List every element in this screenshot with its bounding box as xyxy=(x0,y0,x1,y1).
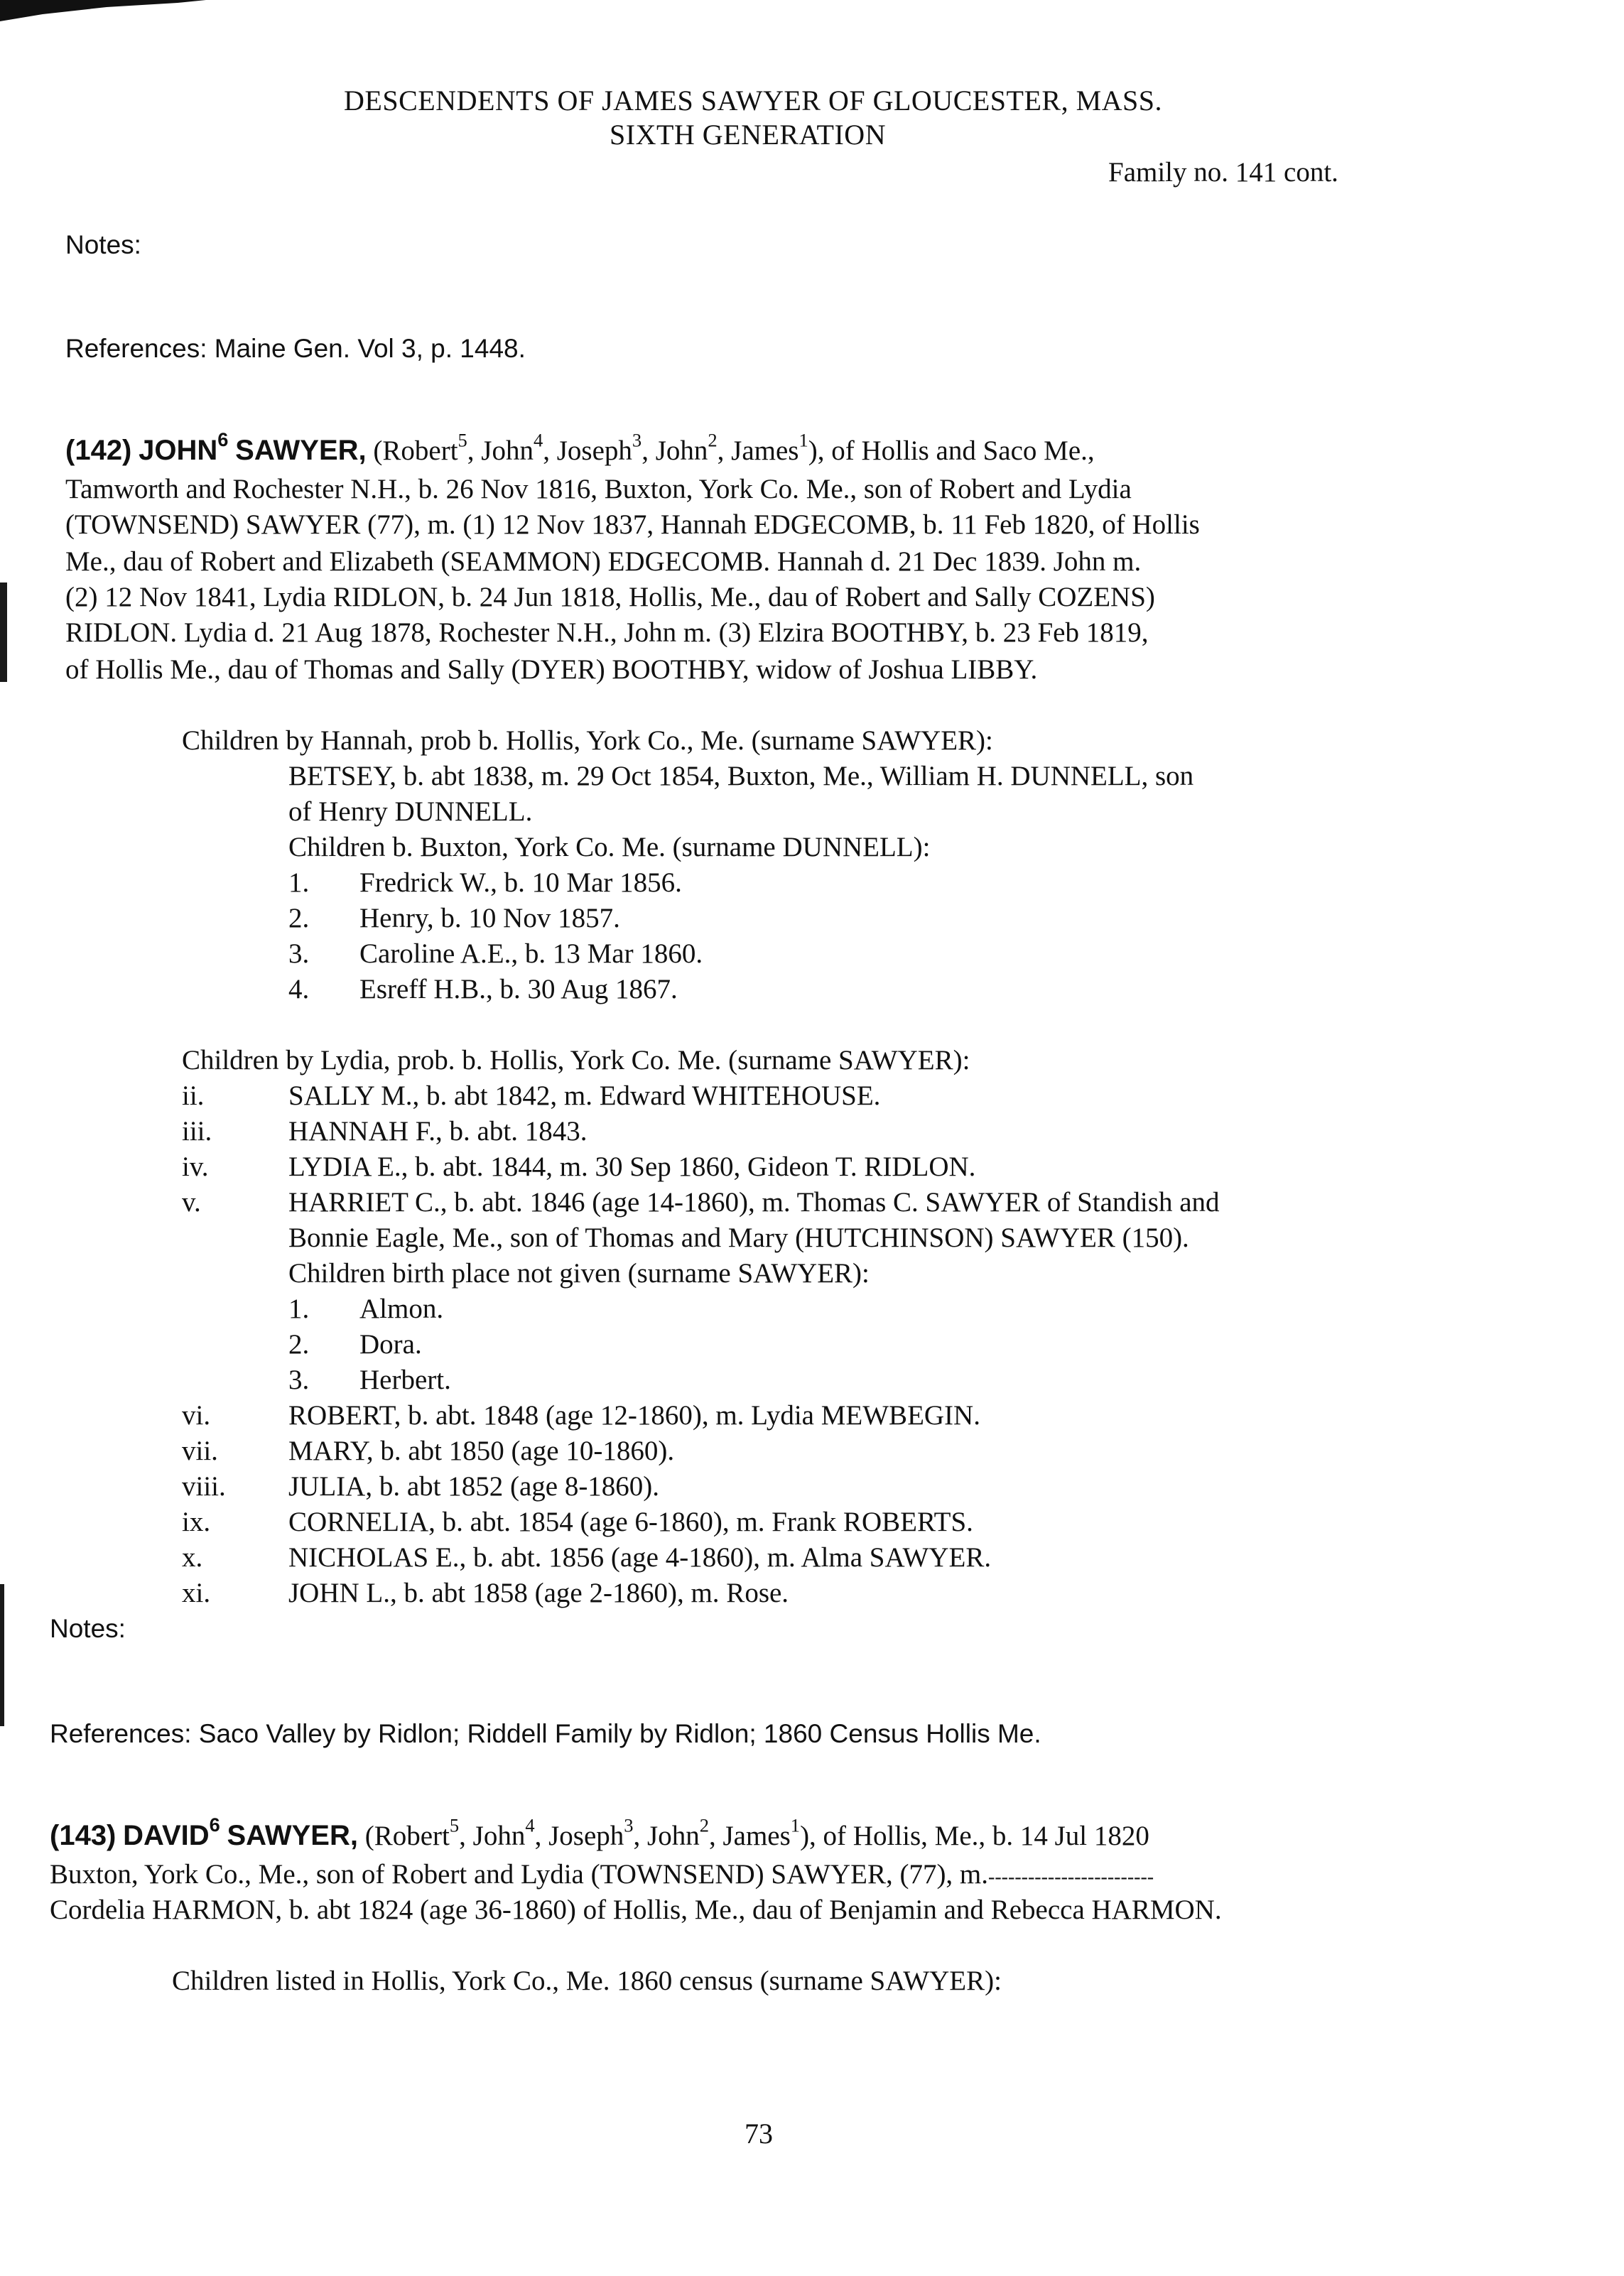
document-title: DESCENDENTS OF JAMES SAWYER OF GLOUCESTER, MASS. xyxy=(344,85,1163,116)
child-text-cont: Bonnie Eagle, Me., son of Thomas and Mary (HUTCHINSON) SAWYER (150). xyxy=(288,1223,1189,1253)
child-num: ii. xyxy=(182,1080,205,1111)
entry-143-line: Buxton, York Co., Me., son of Robert and Lydia (TOWNSEND) SAWYER, (77), m.------------------------- xyxy=(50,1859,1154,1890)
children-heading: Children listed in Hollis, York Co., Me. 1860 census (surname SAWYER): xyxy=(172,1966,1002,1996)
grandchildren-heading: Children b. Buxton, York Co. Me. (surname DUNNELL): xyxy=(288,832,931,862)
entry-142-line: Me., dau of Robert and Elizabeth (SEAMMON) EDGECOMB. Hannah d. 21 Dec 1839. John m. xyxy=(65,546,1142,577)
scan-artifact-edge xyxy=(0,582,7,682)
grandchild-row: 1. Fredrick W., b. 10 Mar 1856. xyxy=(288,867,682,898)
child-num: viii. xyxy=(182,1471,226,1502)
child-num: x. xyxy=(182,1542,203,1573)
child-num: vii. xyxy=(182,1436,218,1466)
page-number: 73 xyxy=(745,2118,773,2150)
grandchild-row: 3. Caroline A.E., b. 13 Mar 1860. xyxy=(288,938,703,969)
child-num: v. xyxy=(182,1187,201,1218)
child-num: iii. xyxy=(182,1116,212,1147)
grandchild-row: 2. Dora. xyxy=(288,1329,422,1360)
entry-number: (142) xyxy=(65,435,132,466)
notes-label: Notes: xyxy=(65,230,141,259)
child-text: NICHOLAS E., b. abt. 1856 (age 4-1860), m. Alma SAWYER. xyxy=(288,1542,992,1573)
child-text: ROBERT, b. abt. 1848 (age 12-1860), m. Lydia MEWBEGIN. xyxy=(288,1400,980,1431)
child-text: SALLY M., b. abt 1842, m. Edward WHITEHOUSE. xyxy=(288,1080,881,1111)
entry-142-line-1 xyxy=(65,428,1095,467)
scan-artifact-edge xyxy=(0,1584,4,1726)
child-text: LYDIA E., b. abt. 1844, m. 30 Sep 1860, Gideon T. RIDLON. xyxy=(288,1151,976,1182)
entry-surname: SAWYER, xyxy=(227,1820,358,1851)
grandchild-row: 2. Henry, b. 10 Nov 1857. xyxy=(288,903,620,933)
generation-heading: SIXTH GENERATION xyxy=(610,119,887,151)
child-betsey-cont: of Henry DUNNELL. xyxy=(288,796,533,827)
child-num: xi. xyxy=(182,1578,211,1608)
family-reference: Family no. 141 cont. xyxy=(1108,157,1338,188)
child-text: HANNAH F., b. abt. 1843. xyxy=(288,1116,588,1147)
notes-label: Notes: xyxy=(50,1614,126,1643)
entry-name: DAVID$^6$ xyxy=(123,1813,220,1851)
references-line: References: Maine Gen. Vol 3, p. 1448. xyxy=(65,334,526,363)
entry-142-line: Tamworth and Rochester N.H., b. 26 Nov 1816, Buxton, York Co. Me., son of Robert and Lydia xyxy=(65,474,1132,504)
entry-142-line: (TOWNSEND) SAWYER (77), m. (1) 12 Nov 1837, Hannah EDGECOMB, b. 11 Feb 1820, of Hollis xyxy=(65,509,1200,540)
child-betsey: BETSEY, b. abt 1838, m. 29 Oct 1854, Buxton, Me., William H. DUNNELL, son xyxy=(288,761,1194,791)
grandchild-row: 4. Esreff H.B., b. 30 Aug 1867. xyxy=(288,974,678,1004)
scan-artifact-top xyxy=(0,0,206,21)
entry-143-line-1 xyxy=(50,1813,1149,1852)
child-text: MARY, b. abt 1850 (age 10-1860). xyxy=(288,1436,675,1466)
entry-number: (143) xyxy=(50,1820,117,1851)
child-num: ix. xyxy=(182,1507,211,1537)
entry-lineage: (Robert$^5$, John$^4$, Joseph$^3$, John$^2$, James$^1$), of Hollis and Saco Me., xyxy=(373,429,1095,466)
blank-line: ------------------------- xyxy=(988,1866,1154,1888)
grandchild-row: 1. Almon. xyxy=(288,1294,444,1324)
child-text: CORNELIA, b. abt. 1854 (age 6-1860), m. Frank ROBERTS. xyxy=(288,1507,973,1537)
child-num: vi. xyxy=(182,1400,211,1431)
entry-142-line: RIDLON. Lydia d. 21 Aug 1878, Rochester N.H., John m. (3) Elzira BOOTHBY, b. 23 Feb 1819, xyxy=(65,617,1149,648)
child-num: iv. xyxy=(182,1151,209,1182)
references-line: References: Saco Valley by Ridlon; Riddell Family by Ridlon; 1860 Census Hollis Me. xyxy=(50,1719,1041,1748)
child-text: JOHN L., b. abt 1858 (age 2-1860), m. Rose. xyxy=(288,1578,789,1608)
child-text: HARRIET C., b. abt. 1846 (age 14-1860), m. Thomas C. SAWYER of Standish and xyxy=(288,1187,1220,1218)
entry-142-line: of Hollis Me., dau of Thomas and Sally (DYER) BOOTHBY, widow of Joshua LIBBY. xyxy=(65,654,1038,685)
grandchildren-heading: Children birth place not given (surname SAWYER): xyxy=(288,1258,870,1289)
entry-surname: SAWYER, xyxy=(235,435,367,466)
entry-name: JOHN$^6$ xyxy=(139,428,229,466)
child-text: JULIA, b. abt 1852 (age 8-1860). xyxy=(288,1471,660,1502)
children-heading: Children by Hannah, prob b. Hollis, York Co., Me. (surname SAWYER): xyxy=(182,725,993,756)
grandchild-row: 3. Herbert. xyxy=(288,1365,451,1395)
children-heading: Children by Lydia, prob. b. Hollis, York Co. Me. (surname SAWYER): xyxy=(182,1045,970,1075)
entry-143-line: Cordelia HARMON, b. abt 1824 (age 36-1860) of Hollis, Me., dau of Benjamin and Rebecca HARMON. xyxy=(50,1895,1222,1925)
entry-lineage: (Robert$^5$, John$^4$, Joseph$^3$, John$^2$, James$^1$), of Hollis, Me., b. 14 Jul 1820 xyxy=(364,1814,1149,1851)
entry-142-line: (2) 12 Nov 1841, Lydia RIDLON, b. 24 Jun 1818, Hollis, Me., dau of Robert and Sally COZENS) xyxy=(65,582,1155,612)
